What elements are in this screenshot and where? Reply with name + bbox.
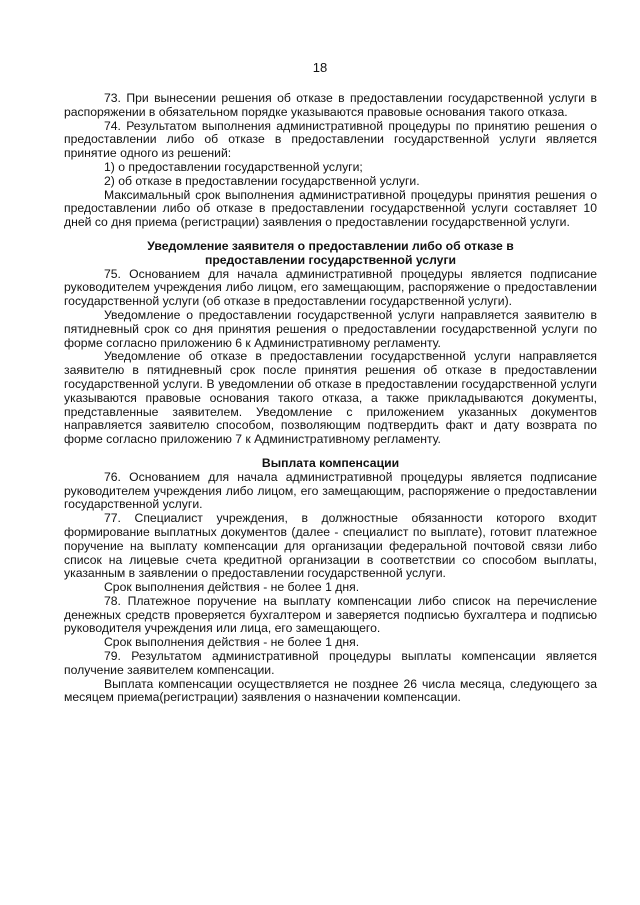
- paragraph-79: 79. Результатом административной процедуры выплаты компенсации является получение заявителем компенсации.: [64, 649, 597, 677]
- paragraph-77: 77. Специалист учреждения, в должностные обязанности которого входит формирование выплатных документов (далее - специалист по выплате), готовит платежное поручение на выплату компенсации для организации федеральной почтовой связи либо список на лицевые счета кредитной организации в соответствии со способом выплаты, указанным в заявлении о предоставлении государственной услуги.: [64, 511, 597, 581]
- paragraph-75: 75. Основанием для начала административной процедуры является подписание руководителем учреждения либо лицом, его замещающим, распоряжение о предоставлении государственной услуги (об отказе в предоставлении государственной услуги).: [64, 266, 597, 309]
- paragraph-73: 73. При вынесении решения об отказе в предоставлении государственной услуги в распоряжении в обязательном порядке указываются правовые основания такого отказа.: [64, 91, 597, 119]
- paragraph-notice-refusal: Уведомление об отказе в предоставлении государственной услуги направляется заявителю в пятидневный срок после принятия решения об отказе в предоставлении государственной услуги. В уведомлении об отказе в предоставлении государственной услуги указываются правовые основания такого отказа, а также прикладываются документы, представленные заявителем. Уведомление с приложением указанных документов направляется заявителю способом, позволяющим подтвердить факт и дату возврата по форме согласно приложению 7 к Административному регламенту.: [64, 349, 597, 447]
- section-title-payment: Выплата компенсации: [261, 455, 400, 470]
- list-item-1: 1) о предоставлении государственной услуги;: [104, 159, 363, 174]
- list-item-2: 2) об отказе в предоставлении государственной услуги.: [104, 173, 420, 188]
- paragraph-78: 78. Платежное поручение на выплату компенсации либо список на перечисление денежных средств проверяется бухгалтером и заверяется подписью бухгалтера и подписью руководителя учреждения или лица, его замещающего.: [64, 593, 597, 636]
- paragraph-term-78: Срок выполнения действия - не более 1 дня.: [104, 635, 360, 650]
- section-title-notification: Уведомление заявителя о предоставлении либо об отказе в предоставлении государственной услуги: [147, 238, 514, 267]
- paragraph-payment-deadline: Выплата компенсации осуществляется не позднее 26 числа месяца, следующего за месяцем приема(регистрации) заявления о назначении компенсации.: [64, 676, 597, 705]
- paragraph-74: 74. Результатом выполнения административной процедуры по принятию решения о предоставлении либо об отказе в предоставлении государственной услуги является принятие одного из решений:: [64, 118, 597, 161]
- page-number: 18: [312, 60, 328, 75]
- paragraph-max-term: Максимальный срок выполнения административной процедуры принятия решения о предоставлении либо об отказе в предоставлении государственной услуги составляет 10 дней со дня приема (регистрации) заявления о предоставлении государственной услуги.: [64, 187, 597, 230]
- paragraph-term-77: Срок выполнения действия - не более 1 дня.: [104, 580, 360, 595]
- document-body: [64, 92, 597, 705]
- paragraph-76: 76. Основанием для начала административной процедуры является подписание руководителем учреждения либо лицом, его замещающим, распоряжение о предоставлении государственной услуги.: [64, 469, 597, 512]
- paragraph-notice-grant: Уведомление о предоставлении государственной услуги направляется заявителю в пятидневный срок со дня принятия решения о предоставлении государственной услуги по форме согласно приложению 6 к Административному регламенту.: [64, 307, 597, 350]
